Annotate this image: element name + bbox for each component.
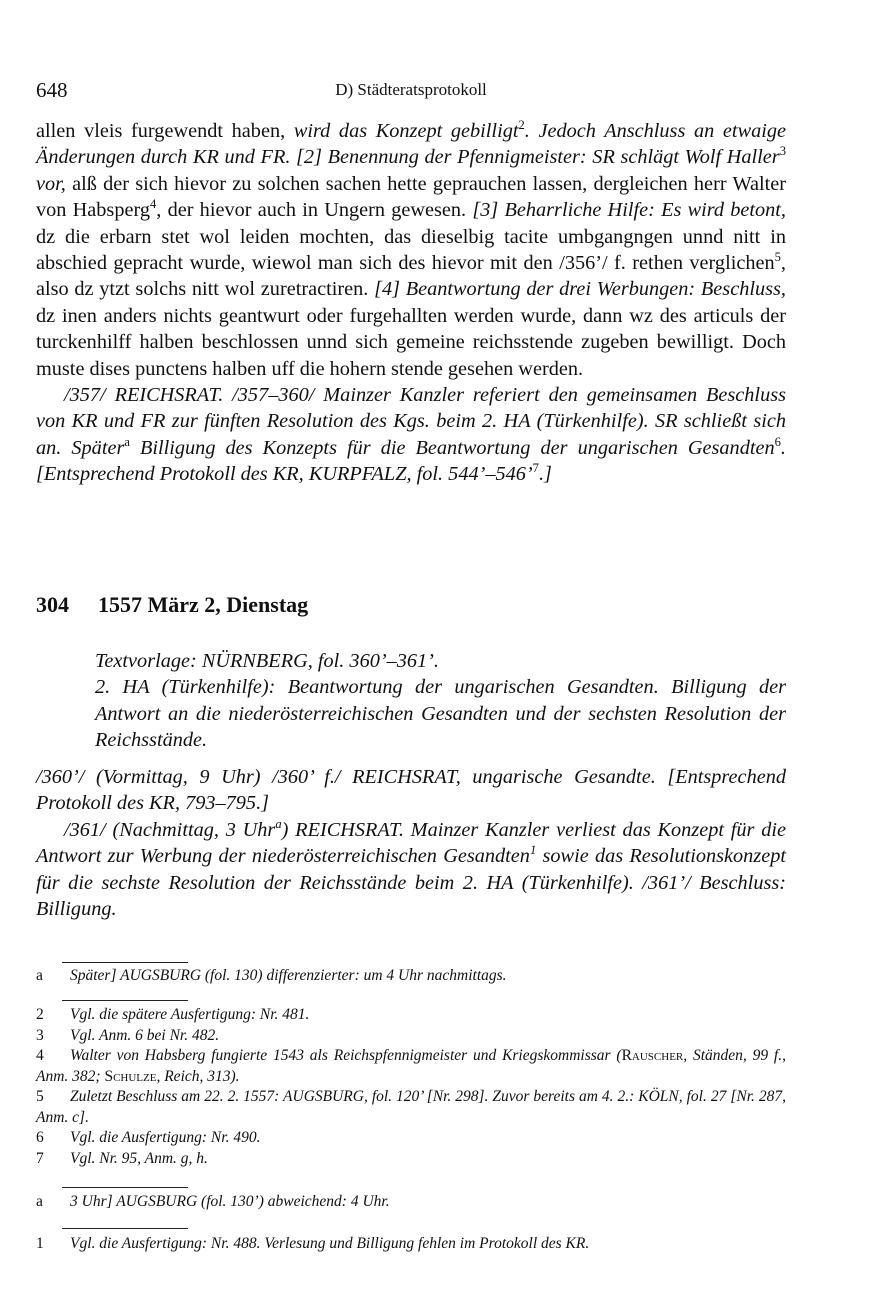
footnote-label: 2 bbox=[36, 1006, 44, 1023]
footnote-label: 1 bbox=[36, 1235, 44, 1252]
footnote-ref[interactable]: a bbox=[275, 817, 282, 832]
footnote-text: Vgl. die spätere Ausfertigung: Nr. 481. bbox=[70, 1006, 310, 1023]
footnote-label: 5 bbox=[36, 1088, 44, 1105]
footnote-ref[interactable]: 4 bbox=[150, 197, 157, 212]
regest: 2. HA (Türkenhilfe): Beantwortung der ungarischen Gesandten. Billigung der Antwort an die niederösterreichischen Gesandten und der sechsten Resolution der Reichsstände. bbox=[95, 676, 786, 752]
footnote-label: 4 bbox=[36, 1047, 44, 1064]
source-note bbox=[95, 648, 786, 754]
italic-run: ) REICHSRAT. Mainzer Kanzler verliest das Konzept für die Antwort zur Werbung der niederösterreichischen Gesandten bbox=[36, 818, 786, 868]
footnote-ref[interactable]: a bbox=[124, 435, 130, 450]
paragraph bbox=[36, 382, 786, 488]
paragraph bbox=[36, 118, 786, 382]
footnote bbox=[36, 1046, 786, 1087]
italic-run: Billigung des Konzepts für die Beantwortung der ungarischen Gesandten bbox=[129, 436, 775, 459]
footnote-text: Vgl. Nr. 95, Anm. g, h. bbox=[70, 1149, 208, 1167]
italic-run: . Jedoch Anschluss an etwaige Änderungen durch KR und FR. [2] Benennung der Pfennigmeister: SR schlägt Wolf Haller bbox=[36, 120, 787, 169]
footnote bbox=[36, 1149, 786, 1170]
footnote-text: Vgl. Anm. 6 bei Nr. 482. bbox=[70, 1026, 220, 1044]
footnote-divider bbox=[62, 1187, 188, 1188]
italic-run: wird das Konzept gebilligt bbox=[293, 120, 519, 142]
footnote-ref[interactable]: 1 bbox=[529, 843, 537, 858]
text-run: allen vleis furgewendt haben, bbox=[36, 120, 294, 142]
footnote bbox=[36, 1026, 786, 1047]
footnote-label: 3 bbox=[36, 1026, 44, 1044]
author-name: Rauscher bbox=[621, 1047, 684, 1064]
footnote-text: Später] AUGSBURG (fol. 130) differenzierter: um 4 Uhr nachmittags. bbox=[70, 967, 507, 984]
document-heading bbox=[36, 592, 308, 618]
footnote-ref[interactable]: 2 bbox=[518, 118, 525, 133]
italic-run: /361/ (Nachmittag, 3 Uhr bbox=[64, 818, 276, 841]
text-run: dz inen anders nichts geantwurt oder furgehallten werden wurde, dann wz des articuls der turckenhilff halben beschlossen unnd sich gemeine reichsstende zugeben bewilligt. Doch muste dises punctens halben uff die hohern stende gesehen werden. bbox=[36, 304, 786, 380]
footnote-label: a bbox=[36, 967, 43, 984]
footnote bbox=[36, 1128, 786, 1149]
footnote-text: Zuletzt Beschluss am 22. 2. 1557: AUGSBURG, fol. 120’ [Nr. 298]. Zuvor bereits am 4. 2.: KÖLN, fol. 27 [Nr. 287, Anm. c]. bbox=[36, 1088, 786, 1126]
textvorlage: Textvorlage: NÜRNBERG, fol. 360’–361’. bbox=[95, 650, 439, 672]
italic-run: [3] Beharrliche Hilfe: Es wird betont, bbox=[472, 199, 786, 222]
footnote-label: 6 bbox=[36, 1129, 44, 1146]
italic-run: /357/ REICHSRAT. /357–360/ Mainzer Kanzler referiert den gemeinsamen Beschluss von KR und FR zur fünften Resolution des Kgs. beim 2. HA (Türkenhilfe). SR schließt sich an. Später bbox=[36, 384, 786, 459]
footnote-text: Vgl. die Ausfertigung: Nr. 490. bbox=[70, 1129, 261, 1146]
document-number: 304 bbox=[36, 592, 69, 617]
footnote-text: Walter von Habsberg fungierte 1543 als Reichspfennigmeister und Kriegskommissar ( bbox=[70, 1047, 622, 1064]
footnote-ref[interactable]: 7 bbox=[532, 461, 539, 476]
footnote-label: a bbox=[36, 1193, 43, 1210]
footnote-ref[interactable]: 6 bbox=[774, 435, 781, 450]
footnote-block bbox=[36, 1234, 786, 1255]
footnote-ref[interactable]: 3 bbox=[779, 144, 786, 159]
footnote-ref[interactable]: 5 bbox=[774, 250, 781, 265]
italic-run: . [Entsprechend Protokoll des KR, KURPFALZ, fol. 544’–546’ bbox=[36, 436, 786, 486]
footnote-block bbox=[36, 966, 786, 987]
footnote-divider bbox=[62, 1228, 188, 1229]
italic-run: vor, bbox=[36, 172, 66, 195]
footnote-text: Vgl. die Ausfertigung: Nr. 488. Verlesung und Billigung fehlen im Protokoll des KR. bbox=[70, 1235, 590, 1252]
text-run: , der hievor auch in Ungern gewesen. bbox=[156, 199, 473, 222]
running-head: D) Städteratsprotokoll bbox=[335, 80, 487, 99]
footnote-text: 3 Uhr] AUGSBURG (fol. 130’) abweichend: 4 Uhr. bbox=[70, 1193, 390, 1210]
document-date: 1557 März 2, Dienstag bbox=[98, 592, 309, 617]
footnote bbox=[36, 1234, 786, 1255]
italic-run: .] bbox=[538, 463, 552, 486]
footnote bbox=[36, 1005, 786, 1026]
footnote-block bbox=[36, 1192, 786, 1213]
footnote bbox=[36, 1087, 786, 1128]
page-number: 648 bbox=[36, 78, 68, 102]
author-name: Schulze bbox=[104, 1067, 157, 1085]
footnote bbox=[36, 966, 786, 987]
italic-run: sowie das Resolutionskonzept für die sechste Resolution der Reichsstände beim 2. HA (Türkenhilfe). /361’/ Beschluss: Billigung. bbox=[36, 845, 786, 921]
footnote bbox=[36, 1192, 786, 1213]
page-header bbox=[36, 78, 786, 104]
text-run: , also dz ytzt solchs nitt wol zuretractiren. bbox=[36, 252, 786, 301]
text-run: alß der sich hievor zu solchen sachen hette geprauchen lassen, dergleichen herr Walter von Habsperg bbox=[36, 172, 786, 222]
paragraph: /360’/ (Vormittag, 9 Uhr) /360’ f./ REICHSRAT, ungarische Gesandte. [Entsprechend Protokoll des KR, 793–795.] bbox=[36, 766, 786, 815]
main-text bbox=[36, 118, 786, 488]
footnote-block bbox=[36, 1005, 786, 1169]
footnote-text: , Ständen, 99 f., Anm. 382; bbox=[36, 1047, 786, 1085]
text-run: dz die erbarn stet wol leiden mochten, das dieselbig tacite umbgangngen unnd nitt in abschied gepracht wurde, wiewol man sich des hievor mit den /356’/ f. rethen verglichen bbox=[36, 225, 786, 275]
footnote-text: , Reich, 313). bbox=[156, 1067, 240, 1085]
footnote-label: 7 bbox=[36, 1149, 44, 1167]
italic-run: [4] Beantwortung der drei Werbungen: Beschluss, bbox=[374, 278, 786, 301]
session-text bbox=[36, 764, 786, 922]
footnote-divider bbox=[62, 962, 188, 963]
footnote-divider bbox=[62, 1000, 188, 1001]
paragraph bbox=[36, 817, 786, 923]
